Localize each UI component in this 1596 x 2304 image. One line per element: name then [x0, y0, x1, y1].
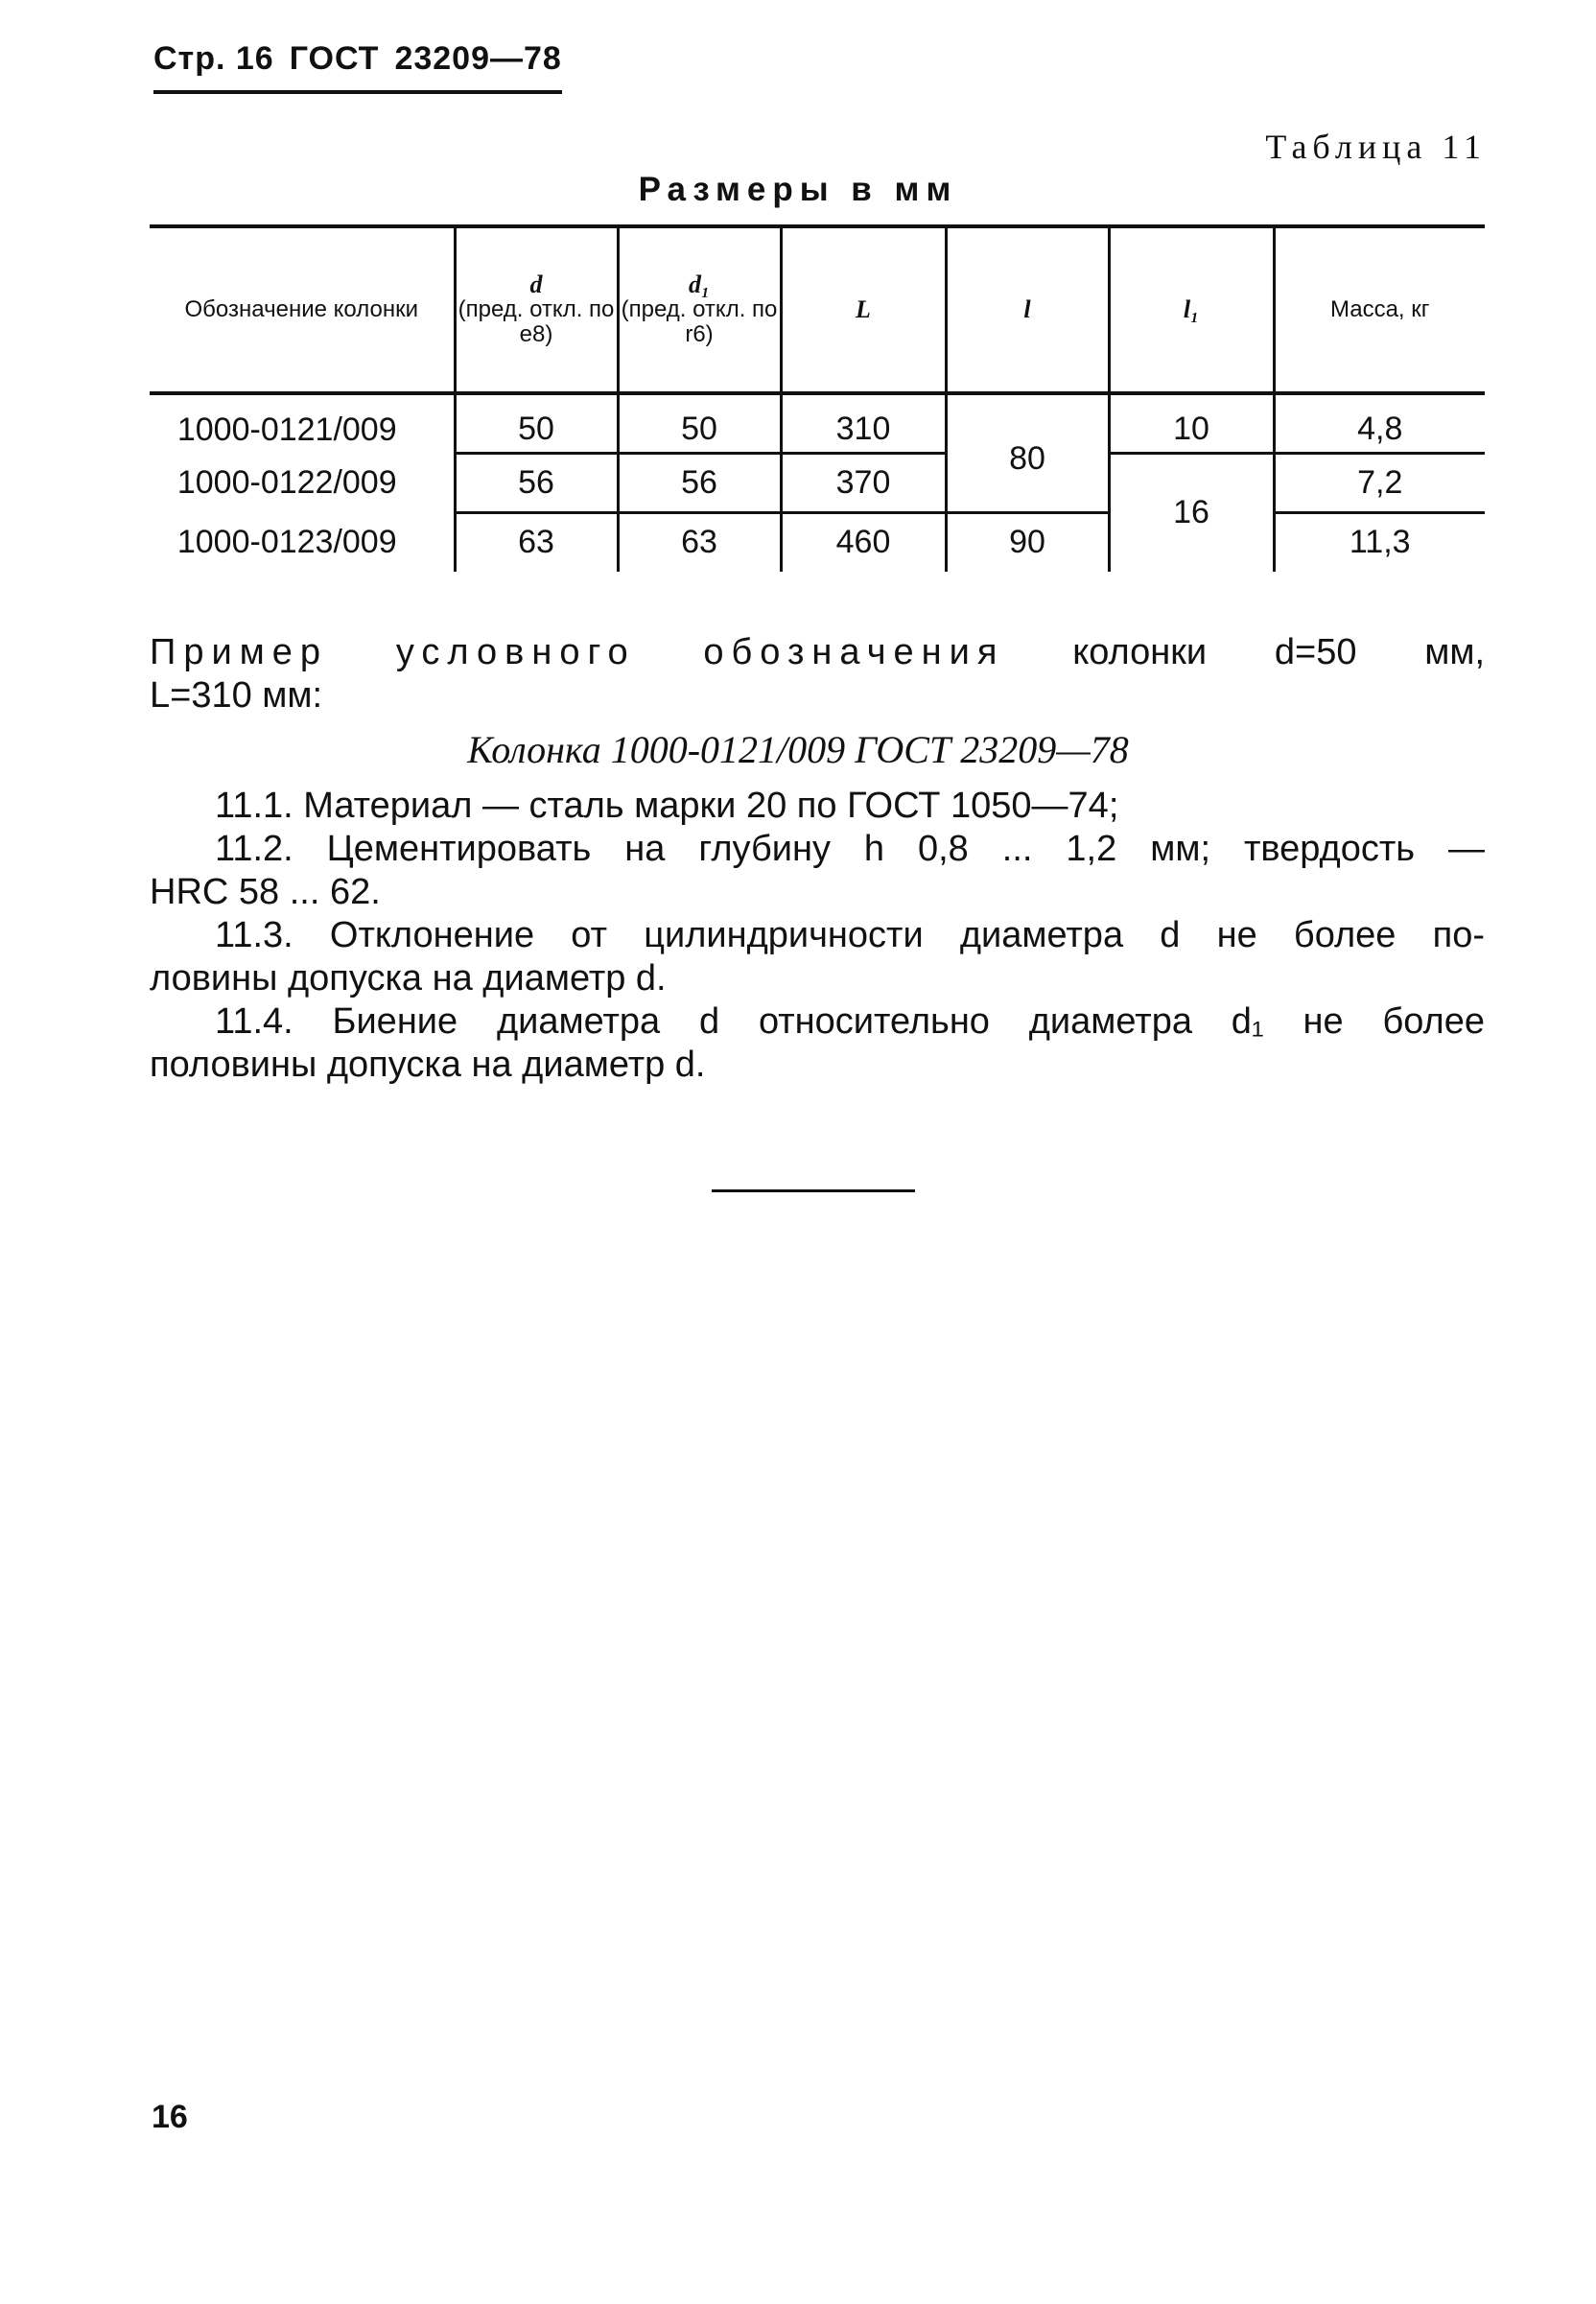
table-caption: Таблица 11 — [1265, 128, 1487, 166]
example-word-2: условного — [395, 632, 636, 672]
table-row — [150, 393, 1485, 453]
table-header-row — [150, 226, 1485, 393]
cell-d1: 63 — [618, 512, 781, 572]
header-d1-note: (пред. откл. по r6) — [621, 296, 778, 347]
cell-L: 460 — [781, 512, 946, 572]
example-rest: колонки d=50 мм, — [1072, 632, 1486, 672]
cell-mass: 11,3 — [1274, 512, 1485, 572]
cell-d1: 50 — [618, 393, 781, 453]
designation-example: Колонка 1000-0121/009 ГОСТ 23209—78 — [467, 728, 1129, 771]
clause-11-2-line-1: 11.2. Цементировать на глубину h 0,8 ... 1,2 мм; твердость — — [215, 829, 1485, 869]
header-designation: Обозначение колонки — [150, 226, 455, 393]
example-line-2: L=310 мм: — [150, 675, 323, 716]
header-rule — [153, 90, 562, 94]
header-d — [455, 226, 618, 393]
header-l — [946, 226, 1109, 393]
cell-l: 90 — [946, 512, 1109, 572]
header-L — [781, 226, 946, 393]
header-l1-symbol: l₁ — [1183, 294, 1200, 323]
header-d1 — [618, 226, 781, 393]
clause-11-4-line-1: 11.4. Биение диаметра d относительно диаметра d₁ не более — [215, 1001, 1485, 1042]
cell-d: 50 — [455, 393, 618, 453]
page-number: 16 — [152, 2099, 188, 2135]
header-d-symbol: d — [529, 270, 543, 298]
clause-11-4-line-2: половины допуска на диаметр d. — [150, 1045, 706, 1085]
cell-mass: 7,2 — [1274, 453, 1485, 512]
table-row — [150, 512, 1485, 572]
clause-11-3-line-2: ловины допуска на диаметр d. — [150, 958, 667, 999]
clause-11-2-line-2: HRC 58 ... 62. — [150, 872, 381, 912]
end-rule — [712, 1189, 915, 1192]
page-label: Стр. 16 — [153, 40, 274, 77]
cell-L: 310 — [781, 393, 946, 453]
standard-label: ГОСТ — [289, 40, 380, 77]
header-L-symbol: L — [856, 294, 871, 323]
cell-L: 370 — [781, 453, 946, 512]
cell-d: 63 — [455, 512, 618, 572]
example-word-3: обозначения — [703, 632, 1005, 672]
table-row — [150, 453, 1485, 512]
cell-name: 1000-0122/009 — [150, 453, 455, 512]
cell-mass: 4,8 — [1274, 393, 1485, 453]
header-mass: Масса, кг — [1274, 226, 1485, 393]
cell-d1: 56 — [618, 453, 781, 512]
table-units: Размеры в мм — [638, 171, 958, 208]
cell-name: 1000-0123/009 — [150, 512, 455, 572]
dimensions-table — [150, 224, 1485, 572]
running-header — [153, 40, 577, 78]
cell-name: 1000-0121/009 — [150, 393, 455, 453]
clause-11-1: 11.1. Материал — сталь марки 20 по ГОСТ 1050—74; — [215, 786, 1119, 826]
header-d1-symbol: d₁ — [688, 270, 711, 298]
cell-l1-merged: 16 — [1109, 453, 1274, 572]
example-word-1: Пример — [150, 632, 329, 672]
cell-d: 56 — [455, 453, 618, 512]
example-line — [150, 631, 1485, 674]
header-l1 — [1109, 226, 1274, 393]
clause-11-3-line-1: 11.3. Отклонение от цилиндричности диаметра d не более по- — [215, 915, 1485, 955]
header-l-symbol: l — [1023, 294, 1031, 323]
cell-l1: 10 — [1109, 393, 1274, 453]
cell-l-merged: 80 — [946, 393, 1109, 512]
header-d-note: (пред. откл. по е8) — [458, 296, 615, 347]
standard-number: 23209—78 — [394, 40, 562, 77]
